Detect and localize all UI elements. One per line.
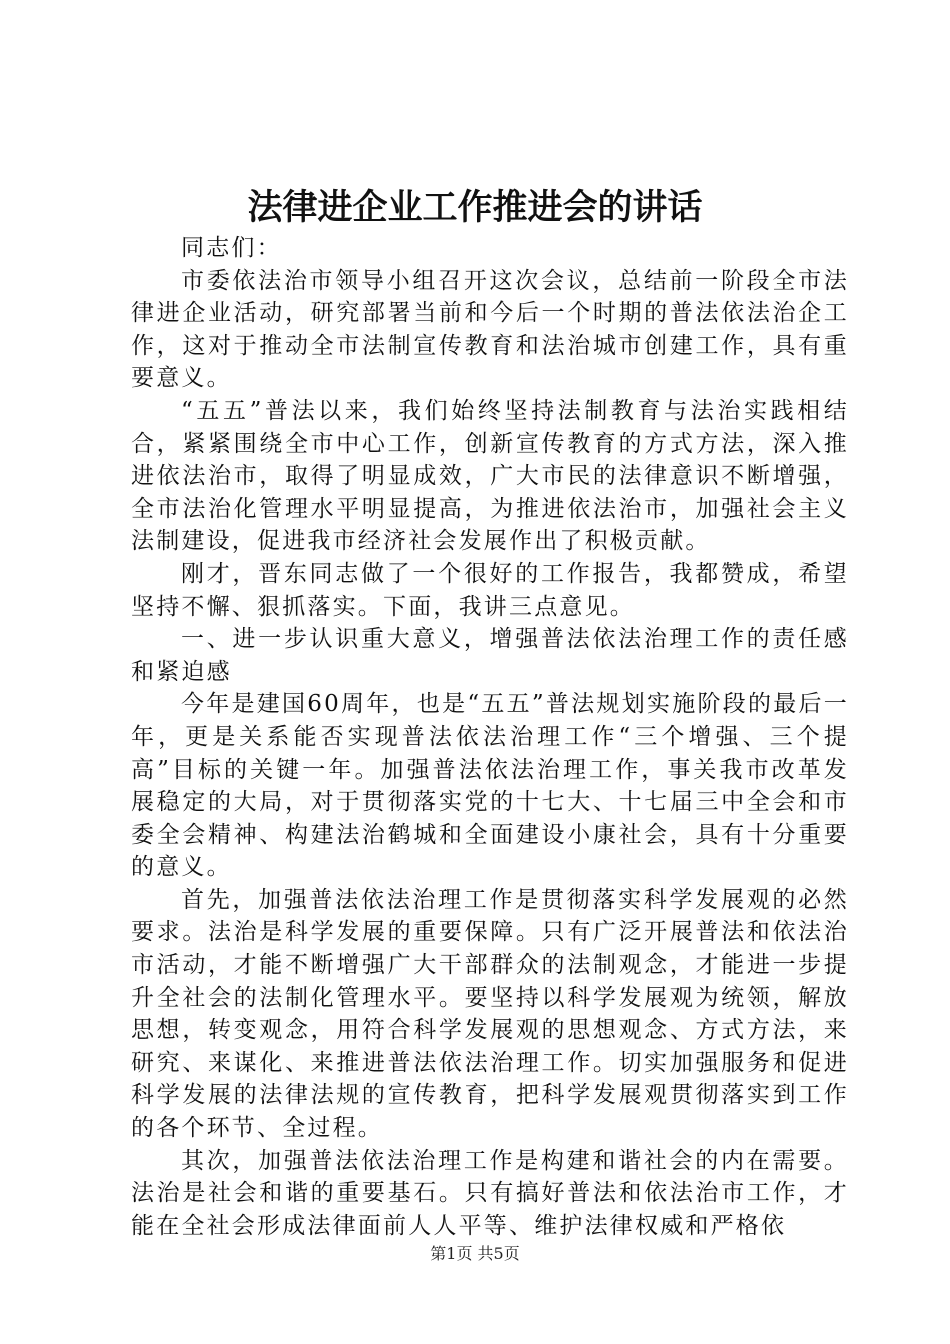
body-paragraph: “五五”普法以来，我们始终坚持法制教育与法治实践相结合，紧紧围绕全市中心工作，创新宣传教育的方式方法，深入推进依法治市，取得了明显成效，广大市民的法律意识不断增强，全市法治化管理水平明显提高，为推进依法治市，加强社会主义法制建设，促进我市经济社会发展作出了积极贡献。 bbox=[131, 397, 849, 555]
document-title: 法律进企业工作推进会的讲话 bbox=[247, 187, 703, 228]
body-paragraph: 其次，加强普法依法治理工作是构建和谐社会的内在需要。法治是社会和谐的重要基石。只有搞好普法和依法治市工作，才能在全社会形成法律面前人人平等、维护法律权威和严格依 bbox=[131, 1147, 849, 1239]
body-paragraph: 首先，加强普法依法治理工作是贯彻落实科学发展观的必然要求。法治是科学发展的重要保障。只有广泛开展普法和依法治市活动，才能不断增强广大干部群众的法制观念，才能进一步提升全社会的法制化管理水平。要坚持以科学发展观为统领，解放思想，转变观念，用符合科学发展观的思想观念、方式方法，来研究、来谋化、来推进普法依法治理工作。切实加强服务和促进科学发展的法律法规的宣传教育，把科学发展观贯彻落实到工作的各个环节、全过程。 bbox=[131, 886, 849, 1142]
section-heading: 一、进一步认识重大意义，增强普法依法治理工作的责任感和紧迫感 bbox=[131, 626, 849, 685]
page-footer: 第1页 共5页 bbox=[430, 1244, 520, 1263]
body-paragraph: 刚才，晋东同志做了一个很好的工作报告，我都赞成，希望坚持不懈、狠抓落实。下面，我讲三点意见。 bbox=[131, 560, 849, 620]
body-paragraph: 今年是建国60周年，也是“五五”普法规划实施阶段的最后一年，更是关系能否实现普法依法治理工作“三个增强、三个提高”目标的关键一年。加强普法依法治理工作，事关我市改革发展稳定的大局，对于贯彻落实党的十七大、十七届三中全会和市委全会精神、构建法治鹤城和全面建设小康社会，具有十分重要的意义。 bbox=[131, 691, 849, 881]
body-paragraph: 市委依法治市领导小组召开这次会议，总结前一阶段全市法律进企业活动，研究部署当前和今后一个时期的普法依法治企工作，这对于推动全市法制宣传教育和法治城市创建工作，具有重要意义。 bbox=[131, 267, 849, 392]
document-body bbox=[131, 232, 849, 1242]
salutation-paragraph: 同志们： bbox=[181, 235, 282, 261]
